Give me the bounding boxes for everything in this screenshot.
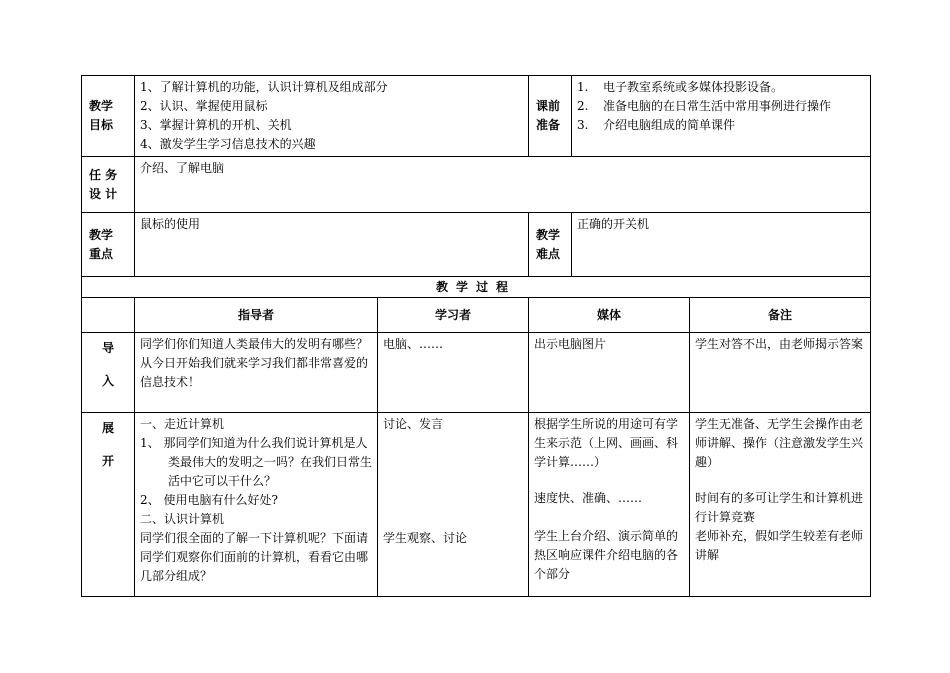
task-row <box>82 157 871 213</box>
column-header-learner: 学习者 <box>378 298 529 333</box>
intro-remark: 学生对答不出，由老师揭示答案 <box>690 333 871 413</box>
task-content: 介绍、了解电脑 <box>135 157 871 213</box>
lesson-plan-table <box>81 75 871 597</box>
intro-label: 导 入 <box>82 333 135 413</box>
process-title-row <box>82 277 871 298</box>
intro-media: 出示电脑图片 <box>529 333 690 413</box>
intro-learner: 电脑、…… <box>378 333 529 413</box>
prep-label: 课前 准备 <box>529 76 572 157</box>
expand-media: 根据学生所说的用途可有学生来示范（上网、画画、科学计算……） 速度快、准确、…… 学生上台介绍、演示简单的热区响应课件介绍电脑的各个部分 <box>529 413 690 597</box>
intro-row <box>82 333 871 413</box>
process-title: 教学过程 <box>82 277 871 298</box>
column-header-remark: 备注 <box>690 298 871 333</box>
goal-item: 2、认识、掌握使用鼠标 <box>140 99 268 113</box>
prep-item: 1. 电子教室系统或多媒体投影设备。 <box>577 80 784 94</box>
expand-learner: 讨论、发言 学生观察、讨论 <box>378 413 529 597</box>
column-header-guide: 指导者 <box>135 298 378 333</box>
expand-remark: 学生无准备、无学生会操作由老师讲解、操作（注意激发学生兴趣） 时间有的多可让学生和计算机进行计算竞赛 老师补充，假如学生较差有老师讲解 <box>690 413 871 597</box>
difficult-content: 正确的开关机 <box>572 213 871 277</box>
prep-item: 3. 介绍电脑组成的简单课件 <box>577 118 736 132</box>
goals-content <box>135 76 529 157</box>
key-content: 鼠标的使用 <box>135 213 529 277</box>
key-label: 教学 重点 <box>82 213 135 277</box>
key-row <box>82 213 871 277</box>
prep-content <box>572 76 871 157</box>
expand-label: 展 开 <box>82 413 135 597</box>
goal-item: 3、掌握计算机的开机、关机 <box>140 118 292 132</box>
goal-item: 4、激发学生学习信息技术的兴趣 <box>140 137 316 151</box>
intro-guide: 同学们你们知道人类最伟大的发明有哪些？ 从今日开始我们就来学习我们都非常喜爱的信息技术！ <box>135 333 378 413</box>
goal-item: 1、了解计算机的功能，认识计算机及组成部分 <box>140 80 388 94</box>
column-header-media: 媒体 <box>529 298 690 333</box>
difficult-label: 教学 难点 <box>529 213 572 277</box>
task-label: 任 务 设 计 <box>82 157 135 213</box>
prep-item: 2. 准备电脑的在日常生活中常用事例进行操作 <box>577 99 832 113</box>
expand-guide: 一、走近计算机 1、 那同学们知道为什么我们说计算机是人类最伟大的发明之一吗？在我们日常生活中它可以干什么？ 2、 使用电脑有什么好处? 二、认识计算机 同学们很全面的了解一下计算机呢？下面请同学们观察你们面前的计算机，看看它由哪几部分组成？ <box>135 413 378 597</box>
goals-label: 教学 目标 <box>82 76 135 157</box>
goals-row <box>82 76 871 157</box>
column-header-blank <box>82 298 135 333</box>
column-header-row <box>82 298 871 333</box>
expand-row <box>82 413 871 597</box>
